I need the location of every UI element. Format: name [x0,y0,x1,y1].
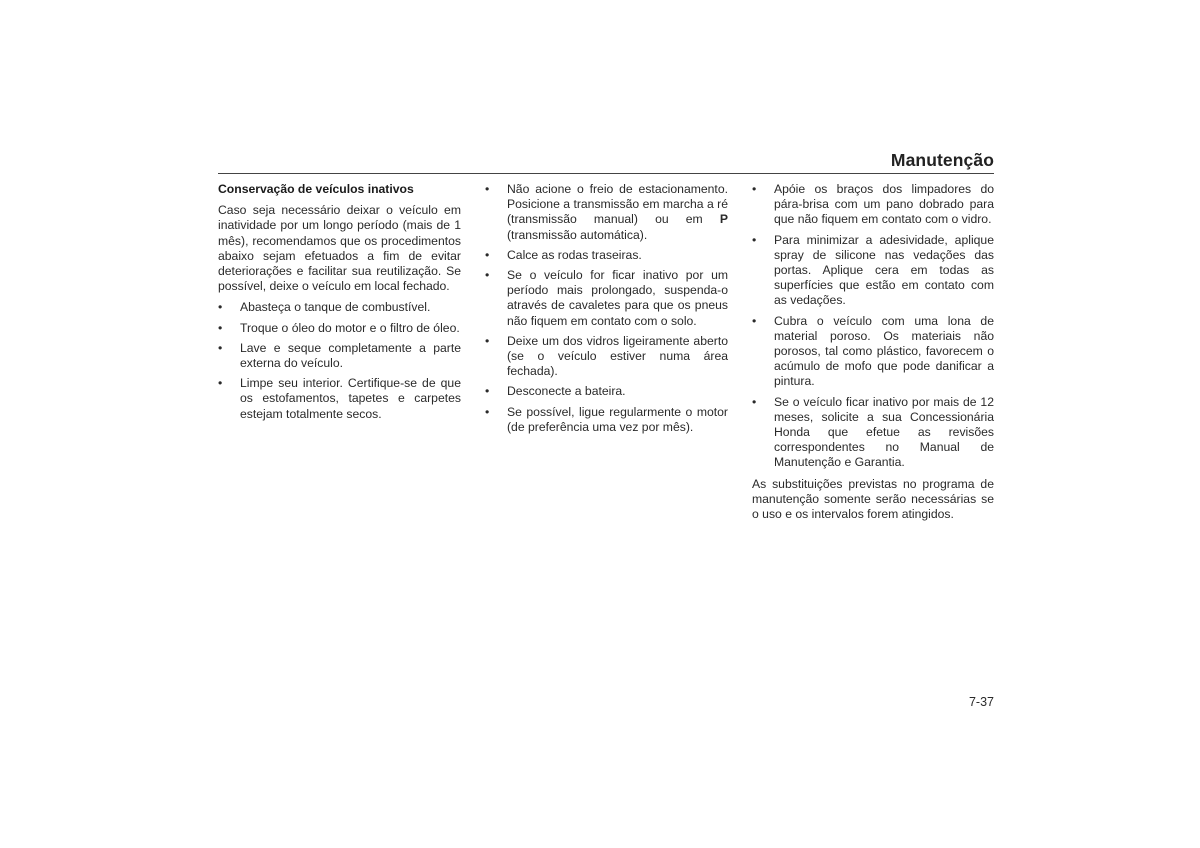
list-item [485,182,728,243]
list-item [485,405,728,435]
list-item-text: Para minimizar a adesividade, aplique spray de silicone nas vedações das portas. Aplique cera em todas as superfícies que estão em contato com as vedações. [774,232,994,308]
list-item-text: Calce as rodas traseiras. [507,247,642,262]
bullet-icon: • [752,232,757,247]
closing-paragraph: As substituições previstas no programa de manutenção somente serão necessárias se o uso e os intervalos forem atingidos. [752,476,994,522]
intro-paragraph: Caso seja necessário deixar o veículo em inatividade por um longo período (mais de 1 mês), recomendamos que os procedimentos abaixo sejam efetuados a fim de evitar deteriorações e facilitar sua reutilização. Se possível, deixe o veículo em local fechado. [218,203,461,294]
column-right [752,182,994,522]
list-item-text: Desconecte a bateira. [507,384,626,399]
bullet-icon: • [485,268,490,283]
list-item [485,384,728,399]
bullet-icon: • [752,182,757,196]
column-middle [485,182,728,440]
bullet-icon: • [218,320,223,335]
list-item [485,334,728,380]
list-item [218,341,461,371]
list-item [218,321,461,336]
bullet-icon: • [218,340,223,355]
bullet-icon: • [485,182,490,196]
list-item [752,314,994,390]
list-item-text: Limpe seu interior. Certifique-se de que os estofamentos, tapetes e carpetes estejam totalmente secos. [240,376,461,421]
bullet-icon: • [218,376,223,391]
header-rule [218,173,994,174]
list-item-text: Troque o óleo do motor e o filtro de óleo. [240,320,460,335]
page-number: 7-37 [968,695,994,709]
bullet-icon: • [485,333,490,348]
bullet-list [218,300,461,421]
list-item-text: Se possível, ligue regularmente o motor (de preferência uma vez por mês). [507,404,728,434]
bullet-icon: • [218,300,223,315]
list-item [485,248,728,263]
bullet-icon: • [752,394,757,409]
list-item-text: Lave e seque completamente a parte externa do veículo. [240,340,461,371]
list-item-text-tail: (transmissão automática). [507,227,648,242]
list-item [752,182,994,228]
list-item [218,300,461,315]
list-item-text: Apóie os braços dos limpadores do pára-brisa com um pano dobrado para que não fiquem em contato com o vidro. [774,182,994,227]
list-item-text: Não acione o freio de estacionamento. Posicione a transmissão em marcha a ré (transmissão manual) ou em [507,182,728,227]
bullet-icon: • [752,313,757,328]
list-item-text: Se o veículo ficar inativo por mais de 12 meses, solicite a sua Concessionária Honda que efetue as revisões correspondentes no Manual de Manutenção e Garantia. [774,394,994,470]
bullet-icon: • [485,247,490,262]
column-left [218,182,461,427]
list-item [485,268,728,329]
list-item [752,233,994,309]
bullet-icon: • [485,404,490,419]
list-item-text: Se o veículo for ficar inativo por um período mais prolongado, suspenda-o através de cavaletes para que os pneus não fiquem em contato com o solo. [507,268,728,328]
list-item [218,376,461,422]
transmission-p-label: P [719,212,729,227]
bullet-icon: • [485,384,490,399]
list-item [752,395,994,471]
bullet-list [752,182,994,471]
list-item-text: Abasteça o tanque de combustível. [240,300,431,315]
page-title: Manutenção [890,150,994,170]
list-item-text: Deixe um dos vidros ligeiramente aberto (se o veículo estiver numa área fechada). [507,333,728,379]
bullet-list [485,182,728,435]
section-heading: Conservação de veículos inativos [218,182,414,196]
list-item-text: Cubra o veículo com uma lona de material poroso. Os materiais não porosos, tal como plástico, favorecem o acúmulo de mofo que pode danificar a pintura. [774,313,994,389]
